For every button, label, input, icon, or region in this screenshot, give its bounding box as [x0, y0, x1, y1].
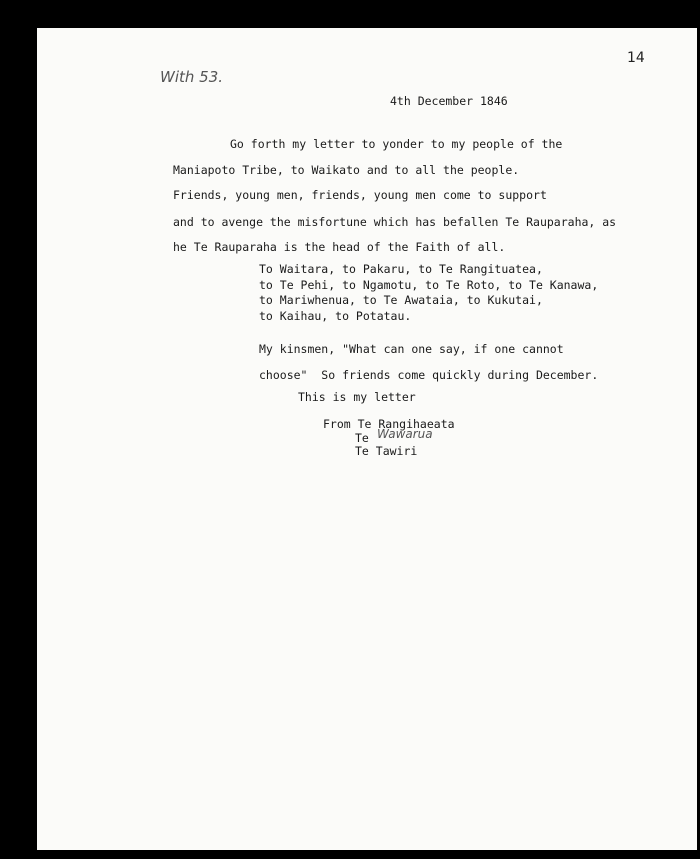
- signature-te: Te: [355, 431, 369, 445]
- address-line: to Mariwhenua, to Te Awataia, to Kukutai,: [259, 293, 543, 307]
- closing-line: This is my letter: [298, 390, 416, 404]
- address-line: to Kaihau, to Potatau.: [259, 309, 412, 323]
- handwritten-annotation: With 53.: [160, 68, 224, 86]
- signature-from: From Te Rangihaeata: [323, 417, 455, 431]
- page-number: 14: [627, 50, 645, 66]
- letter-date: 4th December 1846: [390, 94, 508, 108]
- paragraph-line: Go forth my letter to yonder to my people of the: [230, 137, 563, 151]
- address-line: to Te Pehi, to Ngamotu, to Te Roto, to Te Kanawa,: [259, 278, 599, 292]
- signature-handwritten: Wawaruа: [377, 427, 433, 441]
- kinsmen-line: choose" So friends come quickly during December.: [259, 368, 599, 382]
- paragraph-line: he Te Rauparaha is the head of the Faith of all.: [173, 240, 506, 254]
- signature-tawiri: Te Tawiri: [355, 444, 418, 458]
- paragraph-line: Maniapoto Tribe, to Waikato and to all the people.: [173, 163, 520, 177]
- paragraph-line: and to avenge the misfortune which has befallen Te Rauparaha, as: [173, 215, 617, 229]
- kinsmen-line: My kinsmen, "What can one say, if one cannot: [259, 342, 564, 356]
- document-page: [37, 28, 697, 850]
- paragraph-line: Friends, young men, friends, young men come to support: [173, 188, 547, 202]
- address-line: To Waitara, to Pakaru, to Te Rangituatea,: [259, 262, 543, 276]
